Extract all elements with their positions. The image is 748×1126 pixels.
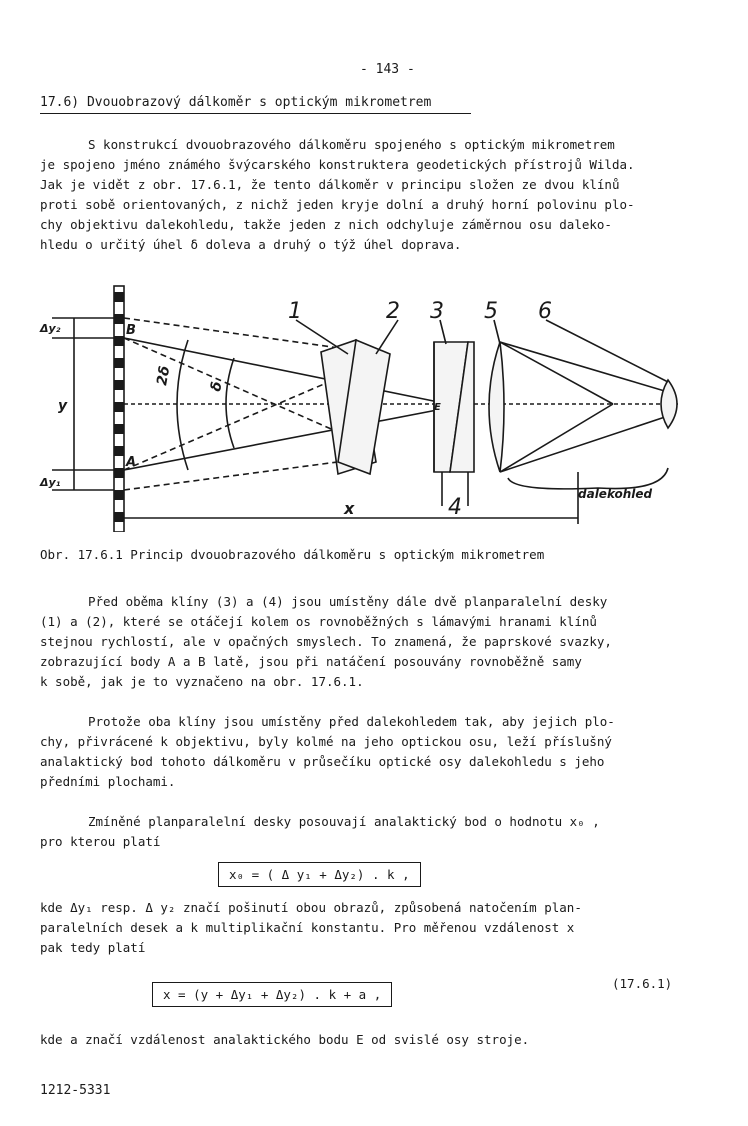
label-dy1: Δy₁ <box>40 476 61 489</box>
section-title <box>40 95 431 110</box>
equation-x0-text: x₀ = ( Δ y₁ + Δy₂) . k , <box>218 862 421 887</box>
label-two-delta: 2δ <box>154 364 174 387</box>
intro-paragraph <box>40 135 720 255</box>
equation-distance-text: x = (y + Δy₁ + Δy₂) . k + a , <box>152 982 392 1007</box>
text-line: k sobě, jak je to vyznačeno na obr. 17.6.1. <box>40 674 364 689</box>
text-line: paralelních desek a k multiplikační konstantu. Pro měřenou vzdálenost x <box>40 920 575 935</box>
text-line: pak tedy platí <box>40 940 146 955</box>
label-point-a: A <box>126 455 137 470</box>
text-line: Zmíněné planparalelní desky posouvají analaktický bod o hodnotu x₀ , <box>88 814 600 829</box>
text-line: předními plochami. <box>40 774 176 789</box>
text-line: kde Δy₁ resp. Δ y₂ značí pošinutí obou obrazů, způsobená natočením plan- <box>40 900 582 915</box>
label-y: y <box>58 398 68 414</box>
text-line: kde a značí vzdálenost analaktického bodu E od svislé osy stroje. <box>40 1032 530 1047</box>
rangefinder-diagram <box>38 282 718 532</box>
label-5: 5 <box>484 299 498 324</box>
text-line: hledu o určitý úhel δ doleva a druhý o týž úhel doprava. <box>40 237 462 252</box>
paragraph-anallactic <box>40 712 720 792</box>
text-line: proti sobě orientovaných, z nichž jeden kryje dolní a druhý horní polovinu plo- <box>40 197 635 212</box>
paragraph-plates <box>40 592 720 692</box>
text-line: pro kterou platí <box>40 834 161 849</box>
page-number: - 143 - <box>360 62 415 77</box>
text-line: je spojeno jméno známého švýcarského konstruktera geodetických přístrojů Wilda. <box>40 157 635 172</box>
text-line: (1) a (2), které se otáčejí kolem os rovnoběžných s lámavými hranami klínů <box>40 614 597 629</box>
label-1: 1 <box>288 299 302 324</box>
label-3: 3 <box>430 299 444 324</box>
paragraph-shift <box>40 812 720 852</box>
label-2: 2 <box>386 299 400 324</box>
text-line: Před oběma klíny (3) a (4) jsou umístěny dále dvě planparalelní desky <box>88 594 608 609</box>
text-line: analaktický bod tohoto dálkoměru v průsečíku optické osy dalekohledu s jeho <box>40 754 605 769</box>
equation-number: (17.6.1) <box>612 976 673 991</box>
paragraph-definitions <box>40 898 720 958</box>
equation-distance <box>152 982 392 1007</box>
section-title-underline <box>40 113 471 114</box>
text-line: Protože oba klíny jsou umístěny před dalekohledem tak, aby jejich plo- <box>88 714 615 729</box>
label-x: x <box>344 499 355 518</box>
text-line: chy, přivrácené k objektivu, byly kolmé na jeho optickou osu, leží příslušný <box>40 734 612 749</box>
paragraph-final <box>40 1030 720 1050</box>
label-6: 6 <box>538 299 552 324</box>
label-point-e: E <box>434 402 441 413</box>
label-point-b: B <box>126 323 136 338</box>
label-delta: δ <box>208 380 226 393</box>
label-telescope: dalekohled <box>578 487 653 501</box>
label-4: 4 <box>448 495 462 520</box>
text-line: Jak je vidět z obr. 17.6.1, že tento dálkoměr v principu složen ze dvou klínů <box>40 177 620 192</box>
section-title-text: 17.6) Dvouobrazový dálkoměr s optickým mikrometrem <box>40 95 432 110</box>
text-line: S konstrukcí dvouobrazového dálkoměru spojeného s optickým mikrometrem <box>88 137 615 152</box>
text-line: zobrazující body A a B latě, jsou při natáčení posouvány rovnoběžně samy <box>40 654 582 669</box>
figure-labels <box>288 299 552 520</box>
text-line: chy objektivu dalekohledu, takže jeden z nich odchyluje záměrnou osu daleko- <box>40 217 612 232</box>
label-dy2: Δy₂ <box>40 322 61 335</box>
equation-x0 <box>218 862 421 887</box>
footer-code: 1212-5331 <box>40 1083 111 1098</box>
text-line: stejnou rychlostí, ale v opačných smyslech. To znamená, že paprskové svazky, <box>40 634 612 649</box>
figure-caption: Obr. 17.6.1 Princip dvouobrazového dálkoměru s optickým mikrometrem <box>40 547 545 562</box>
